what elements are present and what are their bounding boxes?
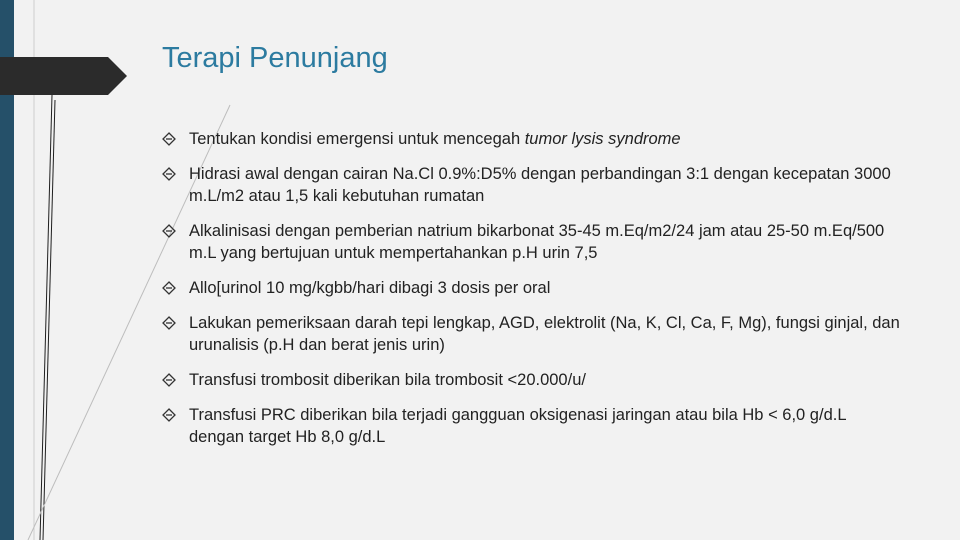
bullet-text: Tentukan kondisi emergensi untuk mencegah <box>189 130 525 148</box>
bullet-text: Allo[urinol 10 mg/kgbb/hari dibagi 3 dosis per oral <box>189 279 551 297</box>
diamond-outline-icon <box>162 167 176 181</box>
diamond-outline-icon <box>162 281 176 295</box>
slide-title: Terapi Penunjang <box>162 42 388 74</box>
bullet-item <box>162 220 902 264</box>
bullet-text: Transfusi PRC diberikan bila terjadi gangguan oksigenasi jaringan atau bila Hb < 6,0 g/d.L dengan target Hb 8,0 g/d.L <box>189 406 846 446</box>
bullet-emphasis: tumor lysis syndrome <box>524 130 681 148</box>
bullet-item <box>162 163 902 207</box>
bullet-text: Alkalinisasi dengan pemberian natrium bikarbonat 35-45 m.Eq/m2/24 jam atau 25-50 m.Eq/500 m.L yang bertujuan untuk mempertahankan p.H urin 7,5 <box>189 222 885 262</box>
bullet-item <box>162 404 902 448</box>
bullet-text: Hidrasi awal dengan cairan Na.Cl 0.9%:D5% dengan perbandingan 3:1 dengan kecepatan 3000 m.L/m2 atau 1,5 kali kebutuhan rumatan <box>189 165 891 205</box>
diamond-outline-icon <box>162 132 176 146</box>
bullet-item <box>162 369 902 391</box>
diamond-outline-icon <box>162 224 176 238</box>
diamond-outline-icon <box>162 373 176 387</box>
bullet-item <box>162 312 902 356</box>
bullet-item <box>162 128 902 150</box>
bullet-text: Lakukan pemeriksaan darah tepi lengkap, AGD, elektrolit (Na, K, Cl, Ca, F, Mg), fungsi ginjal, dan urunalisis (p.H dan berat jenis urin) <box>189 314 900 354</box>
bullet-list <box>162 128 902 461</box>
bullet-item <box>162 277 902 299</box>
bullet-text: Transfusi trombosit diberikan bila trombosit <20.000/u/ <box>189 371 586 389</box>
diamond-outline-icon <box>162 408 176 422</box>
diamond-outline-icon <box>162 316 176 330</box>
